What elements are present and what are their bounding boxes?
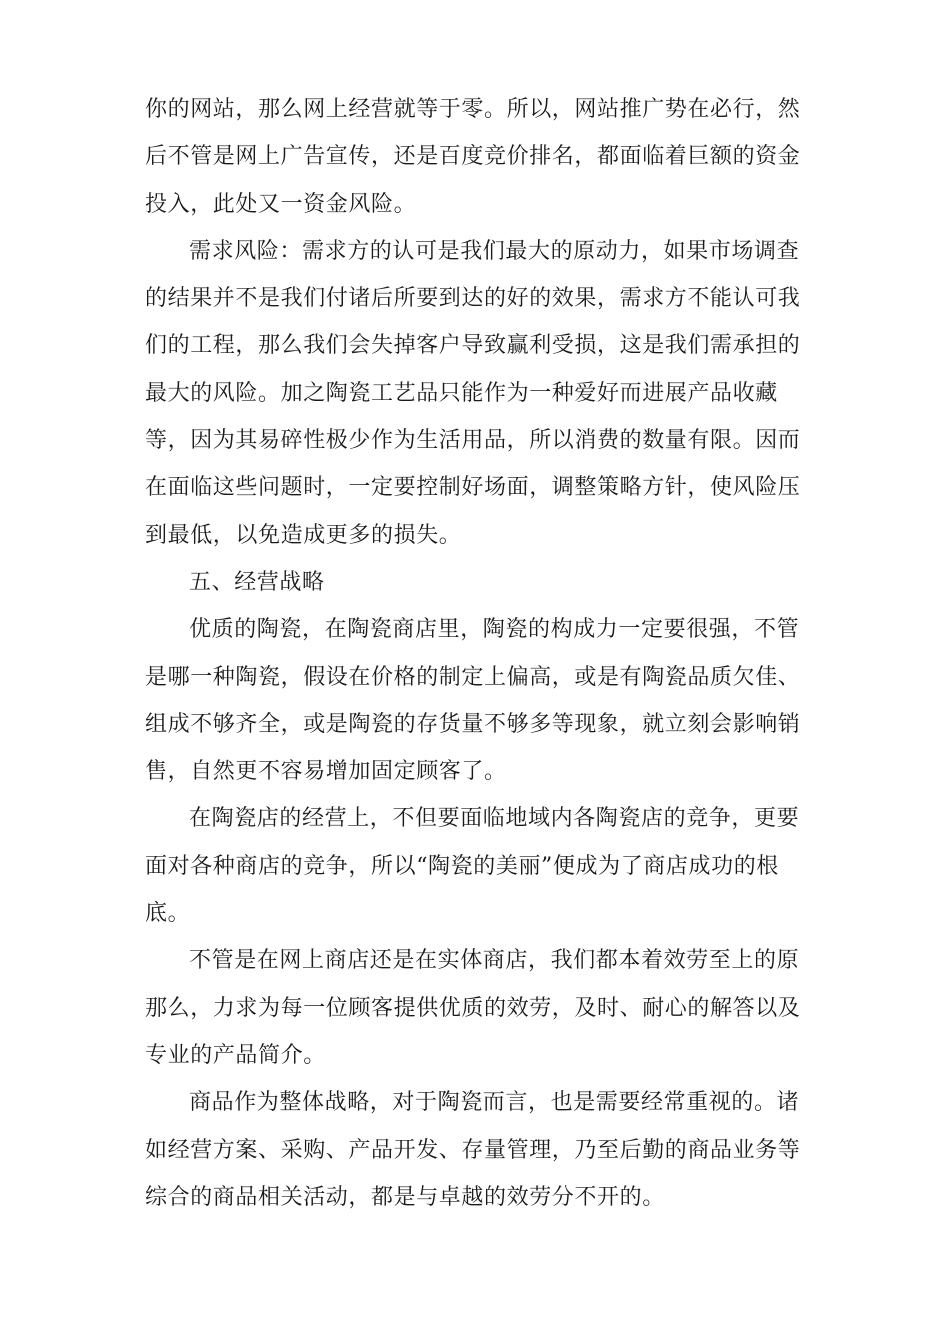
text-line: 如经营方案、采购、产品开发、存量管理，乃至后勤的商品业务等: [145, 1137, 801, 1163]
text-line: 们的工程，那么我们会失掉客户导致赢利受损，这是我们需承担的: [145, 333, 801, 359]
text-line: 后不管是网上广告宣传，还是百度竞价排名，都面临着巨额的资金: [145, 144, 801, 170]
paragraph-start-line: 优质的陶瓷，在陶瓷商店里，陶瓷的构成力一定要很强，不管: [189, 617, 800, 643]
paragraph-start-line: 不管是在网上商店还是在实体商店，我们都本着效劳至上的原: [189, 948, 800, 974]
text-line: 专业的产品简介。: [145, 1042, 326, 1068]
paragraph-start-line: 商品作为整体战略，对于陶瓷而言，也是需要经常重视的。诸: [189, 1090, 800, 1116]
text-line: 那么，力求为每一位顾客提供优质的效劳，及时、耐心的解答以及: [145, 995, 801, 1021]
document-body: [145, 86, 805, 1221]
text-line: 等，因为其易碎性极少作为生活用品，所以消费的数量有限。因而: [145, 428, 801, 454]
text-line: 综合的商品相关活动，都是与卓越的效劳分不开的。: [145, 1184, 665, 1210]
text-line: 投入，此处又一资金风险。: [145, 191, 417, 217]
text-line: 你的网站，那么网上经营就等于零。所以，网站推广势在必行，然: [145, 97, 801, 122]
text-line: 在面临这些问题时，一定要控制好场面，调整策略方针，使风险压: [145, 475, 801, 501]
text-line: 最大的风险。加之陶瓷工艺品只能作为一种爱好而进展产品收藏: [145, 380, 778, 406]
text-line: 底。: [145, 901, 191, 927]
text-line: 到最低，以免造成更多的损失。: [145, 522, 462, 548]
paragraph-start-line: 需求风险：需求方的认可是我们最大的原动力，如果市场调查: [189, 238, 800, 264]
text-line: 是哪一种陶瓷，假设在价格的制定上偏高，或是有陶瓷品质欠佳、: [145, 664, 801, 690]
paragraph-start-line: 在陶瓷店的经营上，不但要面临地域内各陶瓷店的竞争，更要: [189, 806, 800, 832]
text-line: 组成不够齐全，或是陶瓷的存货量不够多等现象，就立刻会影响销: [145, 711, 801, 737]
text-line: 面对各种商店的竞争，所以“陶瓷的美丽”便成为了商店成功的根: [145, 853, 779, 879]
text-line: 售，自然更不容易增加固定顾客了。: [145, 759, 507, 785]
section-heading: 五、经营战略: [189, 569, 325, 595]
text-line: 的结果并不是我们付诸后所要到达的好的效果，需求方不能认可我: [145, 286, 801, 312]
